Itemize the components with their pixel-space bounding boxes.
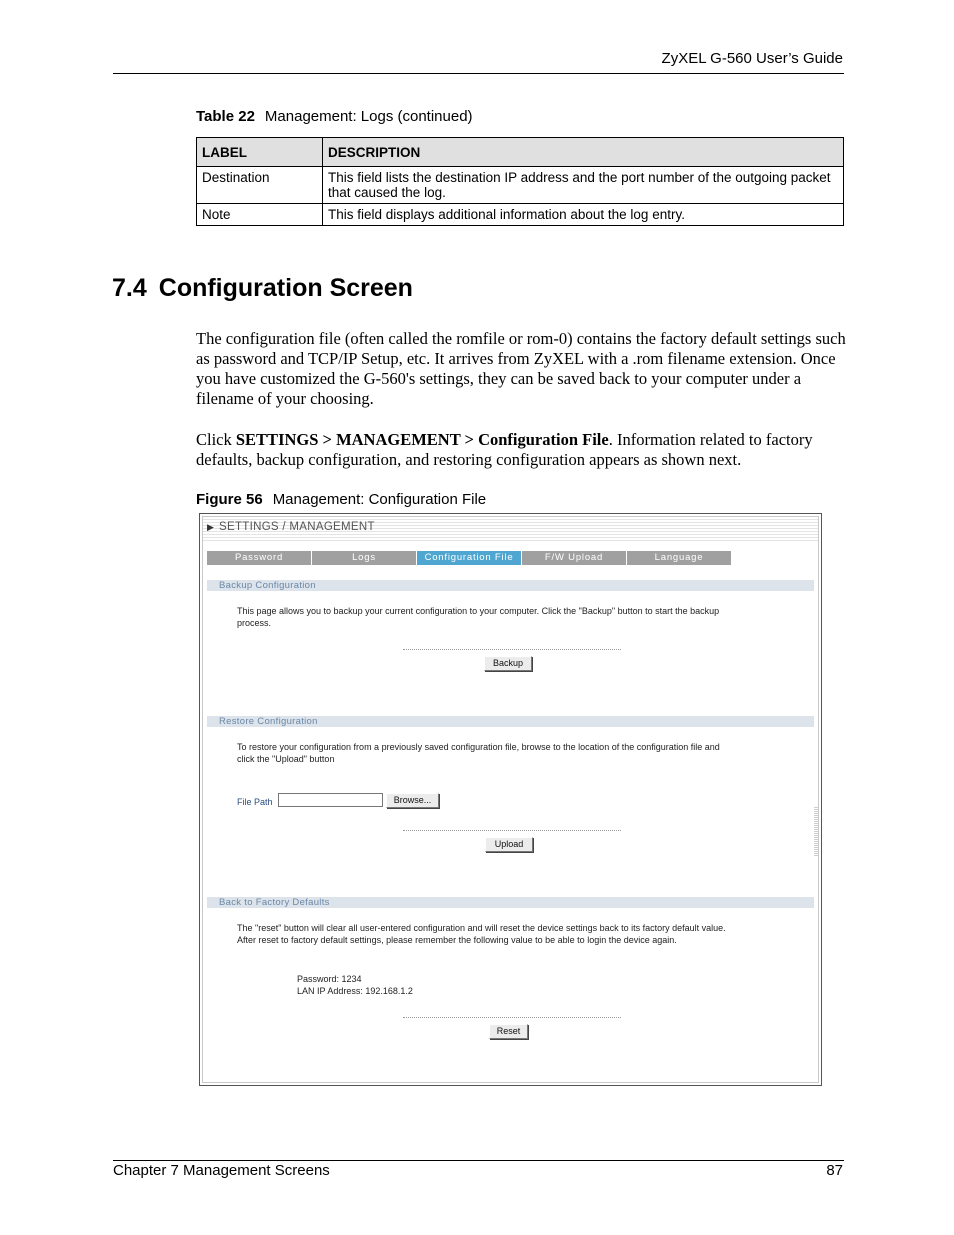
row-label: Note <box>197 204 323 226</box>
scrollbar[interactable] <box>814 807 818 857</box>
divider <box>403 830 621 831</box>
figure-caption-title: Management: Configuration File <box>272 491 487 508</box>
factory-text-line1: The "reset" button will clear all user-entered configuration and will reset the device settings back to its factory default value. <box>237 923 726 933</box>
body-paragraph-2 <box>196 430 846 470</box>
section-heading <box>112 274 413 303</box>
logs-table <box>196 137 844 226</box>
tab-logs[interactable]: Logs <box>312 551 417 565</box>
table-row <box>197 167 844 204</box>
paragraph-prefix: Click <box>196 430 236 449</box>
file-path-input[interactable] <box>278 793 383 807</box>
table-caption <box>196 108 473 125</box>
factory-defaults-section-heading: Back to Factory Defaults <box>207 897 814 908</box>
screen-frame <box>202 516 819 1083</box>
backup-button[interactable]: Backup <box>484 656 532 671</box>
default-password: Password: 1234 <box>297 974 362 984</box>
table-row <box>197 204 844 226</box>
column-header-description: DESCRIPTION <box>323 138 844 167</box>
file-path-label: File Path <box>237 797 273 807</box>
factory-text-line2: After reset to factory default settings, please remember the following value to be able to login the device again. <box>237 935 677 945</box>
footer-rule <box>113 1160 844 1161</box>
upload-button[interactable]: Upload <box>485 837 533 852</box>
chevron-right-icon: ▶ <box>207 522 214 532</box>
paragraph-suffix: . Information related to factory defaults, backup configuration, and restoring configuration appears as shown next. <box>196 430 813 469</box>
screen-title: SETTINGS / MANAGEMENT <box>219 521 375 533</box>
divider <box>403 649 621 650</box>
section-title: Configuration Screen <box>158 274 413 302</box>
row-description: This field lists the destination IP address and the port number of the outgoing packet that caused the log. <box>323 167 844 204</box>
backup-text-line1: This page allows you to backup your current configuration to your computer. Click the "Backup" button to start the backup <box>237 606 720 616</box>
configuration-screenshot <box>199 513 822 1086</box>
reset-button[interactable]: Reset <box>489 1024 528 1039</box>
figure-caption-number: Figure 56 <box>196 491 263 508</box>
menu-path: SETTINGS > MANAGEMENT > Configuration File <box>235 430 609 449</box>
tab-password[interactable]: Password <box>207 551 312 565</box>
restore-text-line2: click the "Upload" button <box>237 754 335 764</box>
running-footer <box>113 1162 843 1179</box>
body-paragraph-1: The configuration file (often called the romfile or rom-0) contains the factory default settings such as password and TCP/IP Setup, etc. It arrives from ZyXEL with a .rom filename extension. Once you have customized the G-560's settings, they can be saved back to your computer under a filename of your choosing. <box>196 329 846 408</box>
default-lan-ip: LAN IP Address: 192.168.1.2 <box>297 986 413 996</box>
backup-text-line2: process. <box>237 618 272 628</box>
row-description: This field displays additional information about the log entry. <box>323 204 844 226</box>
restore-text-line1: To restore your configuration from a previously saved configuration file, browse to the location of the configuration file and <box>237 742 720 752</box>
table-caption-number: Table 22 <box>196 108 255 125</box>
page-number: 87 <box>826 1162 843 1179</box>
tab-language[interactable]: Language <box>627 551 732 565</box>
backup-section-heading: Backup Configuration <box>207 580 814 591</box>
row-label: Destination <box>197 167 323 204</box>
running-header: ZyXEL G-560 User’s Guide <box>661 50 843 67</box>
tab-configuration-file[interactable]: Configuration File <box>417 551 522 565</box>
screen-titlebar <box>203 517 818 541</box>
table-header-row <box>197 138 844 167</box>
section-number: 7.4 <box>112 274 147 302</box>
figure-caption <box>196 491 486 508</box>
restore-section-heading: Restore Configuration <box>207 716 814 727</box>
header-rule <box>113 73 844 74</box>
column-header-label: LABEL <box>197 138 323 167</box>
browse-button[interactable]: Browse... <box>386 793 439 808</box>
footer-chapter: Chapter 7 Management Screens <box>113 1162 330 1179</box>
table-caption-title: Management: Logs (continued) <box>264 108 473 125</box>
tab-fw-upload[interactable]: F/W Upload <box>522 551 627 565</box>
divider <box>403 1017 621 1018</box>
